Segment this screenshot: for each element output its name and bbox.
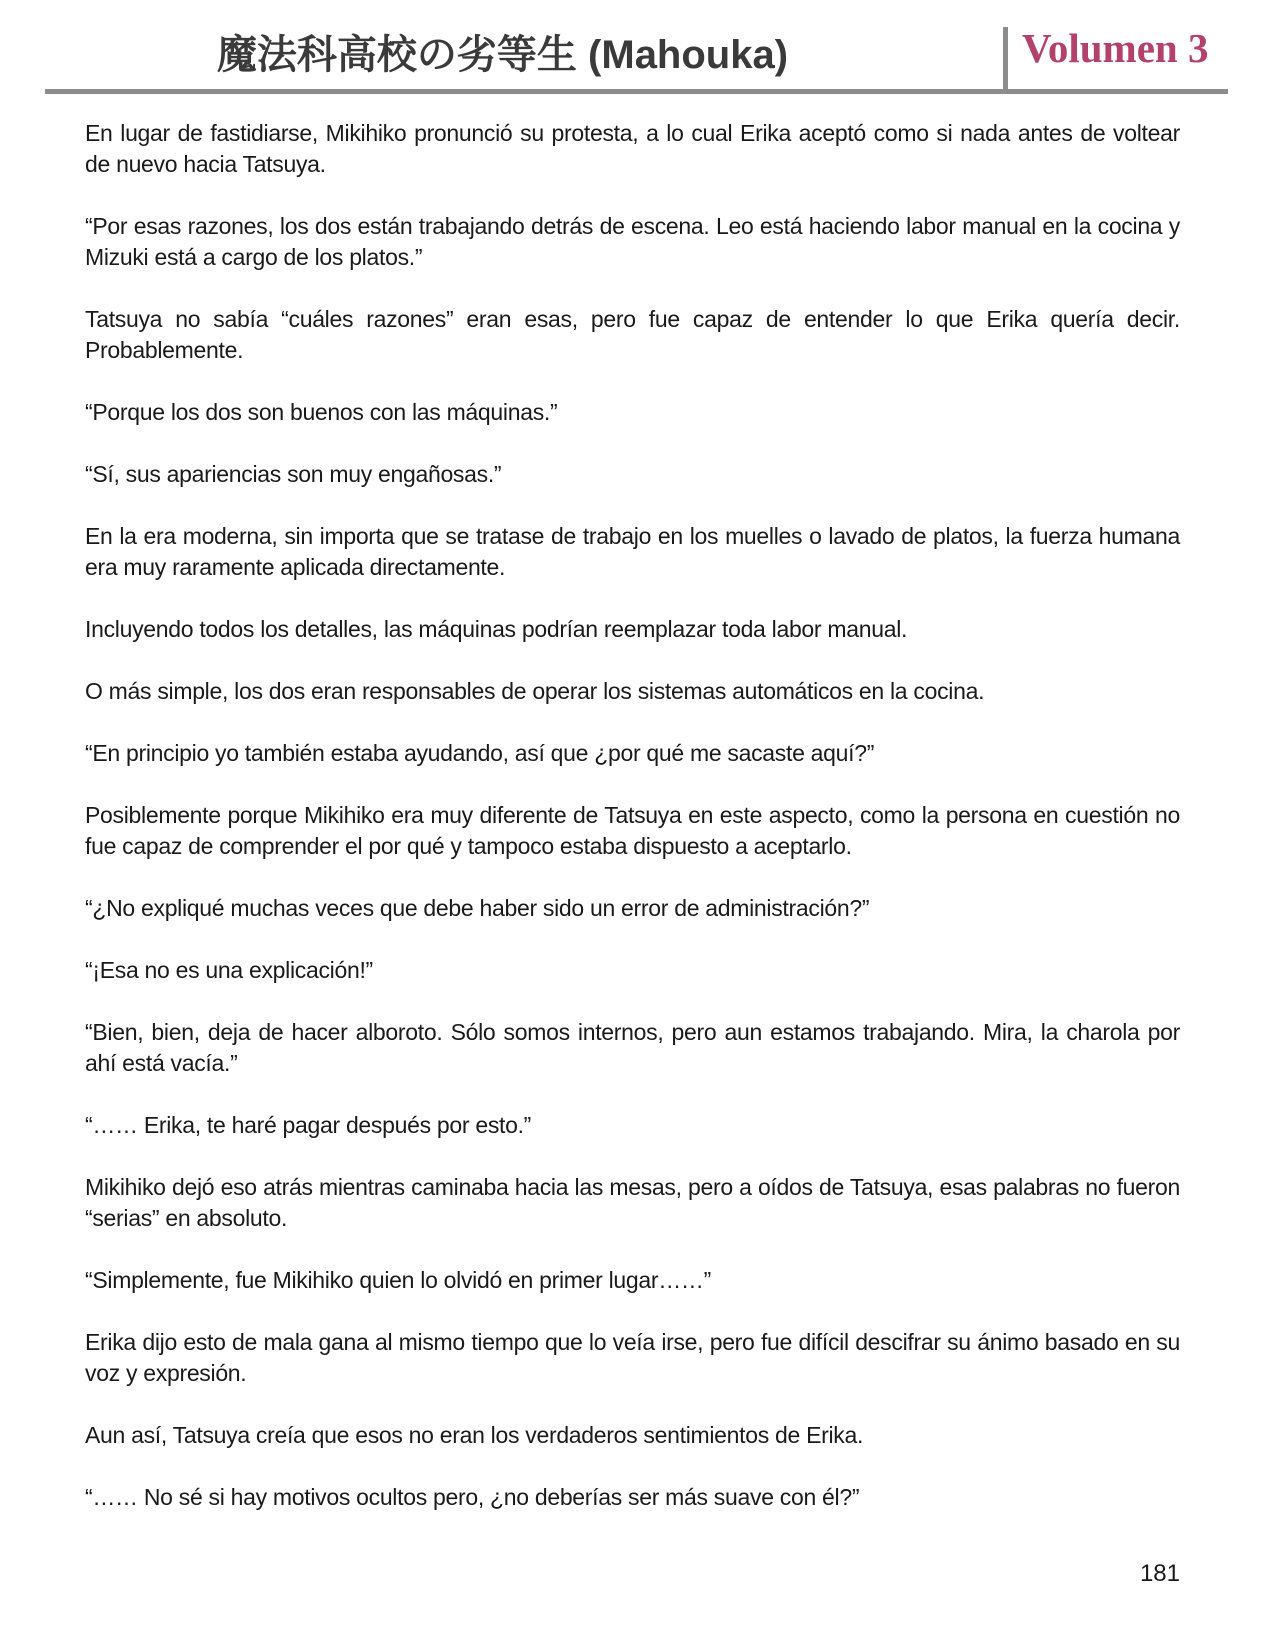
- paragraph: Posiblemente porque Mikihiko era muy diferente de Tatsuya en este aspecto, como la persona en cuestión no fue capaz de comprender el por qué y tampoco estaba dispuesto a aceptarlo.: [85, 802, 1180, 859]
- paragraph: “…… No sé si hay motivos ocultos pero, ¿no deberías ser más suave con él?”: [85, 1484, 860, 1510]
- book-title: 魔法科高校の劣等生 (Mahouka): [216, 33, 789, 77]
- paragraph: Tatsuya no sabía “cuáles razones” eran esas, pero fue capaz de entender lo que Erika quería decir. Probablemente.: [85, 306, 1180, 363]
- page-number: 181: [1139, 1560, 1180, 1587]
- paragraph: “…… Erika, te haré pagar después por esto.”: [85, 1112, 532, 1138]
- paragraph: En la era moderna, sin importa que se tratase de trabajo en los muelles o lavado de platos, la fuerza humana era muy raramente aplicada directamente.: [85, 523, 1180, 580]
- paragraph: “Bien, bien, deja de hacer alboroto. Sólo somos internos, pero aun estamos trabajando. Mira, la charola por ahí está vacía.”: [85, 1019, 1180, 1076]
- paragraph: “Porque los dos son buenos con las máquinas.”: [85, 399, 558, 425]
- paragraph: Incluyendo todos los detalles, las máquinas podrían reemplazar toda labor manual.: [85, 616, 908, 642]
- paragraph: Mikihiko dejó eso atrás mientras caminaba hacia las mesas, pero a oídos de Tatsuya, esas palabras no fueron “serias” en absoluto.: [85, 1174, 1180, 1231]
- page-body: [85, 118, 1180, 1544]
- volume-label: Volumen 3: [1022, 25, 1209, 71]
- paragraph: En lugar de fastidiarse, Mikihiko pronunció su protesta, a lo cual Erika aceptó como si nada antes de voltear de nuevo hacia Tatsuya.: [85, 120, 1180, 177]
- paragraph: O más simple, los dos eran responsables de operar los sistemas automáticos en la cocina.: [85, 678, 985, 704]
- paragraph: “Simplemente, fue Mikihiko quien lo olvidó en primer lugar……”: [85, 1267, 711, 1293]
- paragraph: “¡Esa no es una explicación!”: [85, 957, 373, 983]
- paragraph: Aun así, Tatsuya creía que esos no eran los verdaderos sentimientos de Erika.: [85, 1422, 864, 1448]
- paragraph: Erika dijo esto de mala gana al mismo tiempo que lo veía irse, pero fue difícil descifrar su ánimo basado en su voz y expresión.: [85, 1329, 1180, 1386]
- paragraph: “Sí, sus apariencias son muy engañosas.”: [85, 461, 502, 487]
- paragraph: “Por esas razones, los dos están trabajando detrás de escena. Leo está haciendo labor manual en la cocina y Mizuki está a cargo de los platos.”: [85, 213, 1180, 270]
- paragraph: “En principio yo también estaba ayudando, así que ¿por qué me sacaste aquí?”: [85, 740, 875, 766]
- header-horizontal-rule: [45, 89, 1228, 94]
- header-vertical-divider: [1003, 27, 1008, 94]
- paragraph: “¿No expliqué muchas veces que debe haber sido un error de administración?”: [85, 895, 870, 921]
